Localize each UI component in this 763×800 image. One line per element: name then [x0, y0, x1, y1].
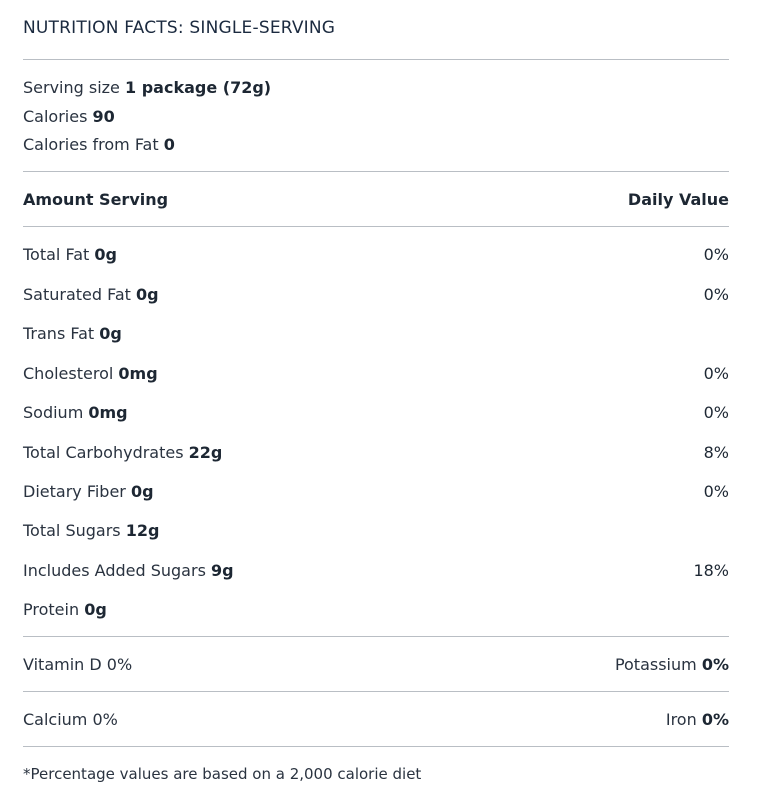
nutrient-name: Saturated Fat 0g [23, 285, 159, 304]
divider [23, 746, 729, 747]
nutrient-name: Total Sugars 12g [23, 521, 160, 540]
calories-from-fat-value: 0 [163, 135, 175, 154]
footnote: *Percentage values are based on a 2,000 calorie diet [23, 765, 422, 783]
calories-from-fat-label: Calories from Fat [23, 135, 159, 154]
nutrient-name: Dietary Fiber 0g [23, 482, 154, 501]
nutrient-daily-value: 0% [703, 403, 729, 422]
nutrient-daily-value: 0% [703, 364, 729, 383]
nutrient-name: Trans Fat 0g [23, 324, 122, 343]
nutrient-name: Protein 0g [23, 600, 107, 619]
divider [23, 171, 729, 172]
calories-label: Calories [23, 107, 88, 126]
nutrient-row [23, 561, 729, 583]
serving-size [23, 78, 271, 97]
nutrient-row [23, 324, 729, 346]
nutrient-row [23, 403, 729, 425]
nutrient-row [23, 245, 729, 267]
calories-value: 90 [92, 107, 115, 126]
serving-size-value: 1 package (72g) [125, 78, 272, 97]
nutrient-name: Sodium 0mg [23, 403, 128, 422]
vitamin-d: Vitamin D 0% [23, 655, 133, 674]
nutrient-daily-value: 0% [703, 285, 729, 304]
divider [23, 59, 729, 60]
nutrient-daily-value: 0% [703, 482, 729, 501]
nutrient-row [23, 482, 729, 504]
calcium: Calcium 0% [23, 710, 118, 729]
nutrient-daily-value: 8% [703, 443, 729, 462]
nutrient-daily-value: 18% [693, 561, 729, 580]
nutrient-row [23, 364, 729, 386]
nutrient-row [23, 285, 729, 307]
page-title: NUTRITION FACTS: SINGLE-SERVING [23, 18, 336, 38]
potassium: Potassium 0% [614, 655, 729, 674]
divider [23, 226, 729, 227]
calories-from-fat [23, 135, 175, 154]
divider [23, 636, 729, 637]
amount-serving-header: Amount Serving [23, 190, 169, 209]
daily-value-header: Daily Value [627, 190, 729, 209]
nutrient-daily-value: 0% [703, 245, 729, 264]
divider [23, 691, 729, 692]
serving-size-label: Serving size [23, 78, 120, 97]
nutrient-name: Total Fat 0g [23, 245, 117, 264]
nutrient-name: Cholesterol 0mg [23, 364, 158, 383]
calories [23, 107, 115, 126]
nutrient-row [23, 600, 729, 622]
nutrient-name: Total Carbohydrates 22g [23, 443, 223, 462]
nutrient-row [23, 443, 729, 465]
iron: Iron 0% [665, 710, 729, 729]
nutrient-name: Includes Added Sugars 9g [23, 561, 234, 580]
nutrient-row [23, 521, 729, 543]
